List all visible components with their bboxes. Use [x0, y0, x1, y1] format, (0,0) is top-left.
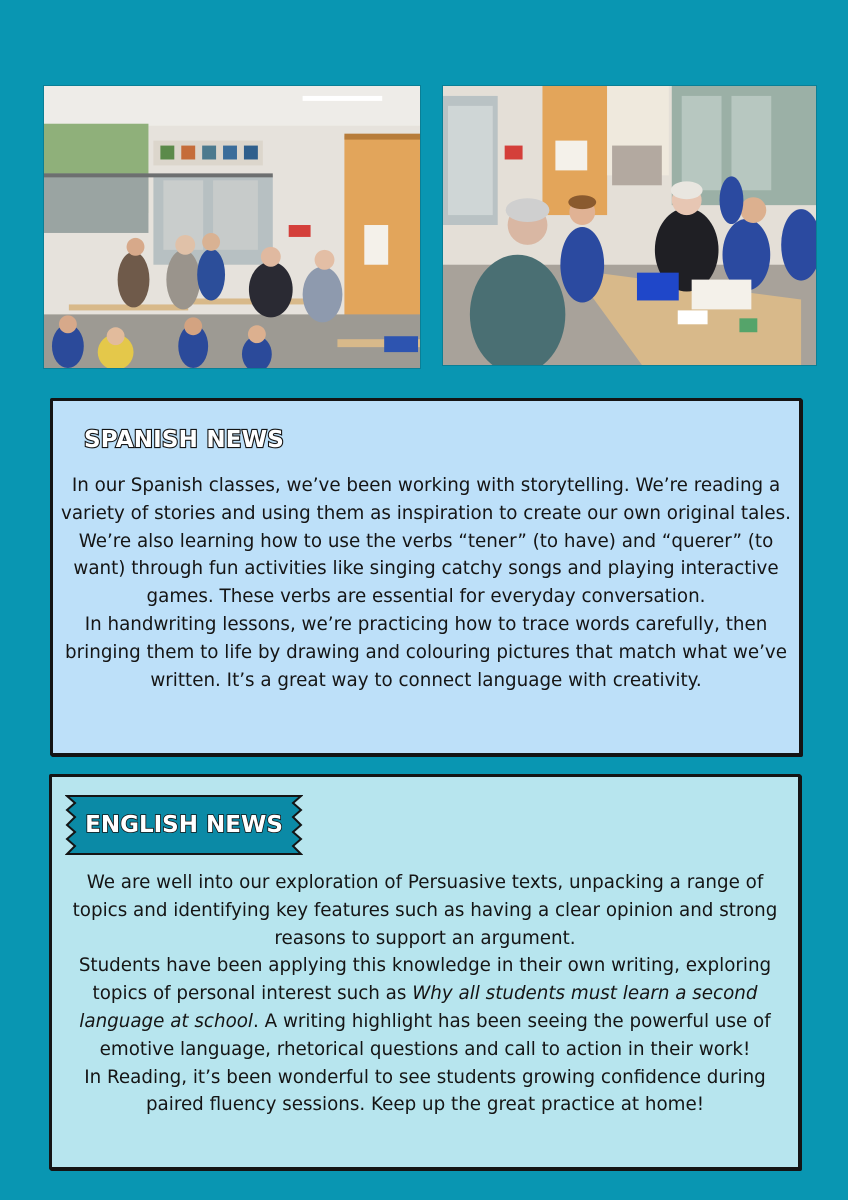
english-news-title: ENGLISH NEWS: [85, 812, 283, 838]
classroom-photo-left: [43, 85, 421, 369]
english-paragraph-3: In Reading, it’s been wonderful to see students growing confidence during paired fluency sessions. Keep up the great practice at home!: [84, 1066, 766, 1116]
english-news-badge: [65, 794, 303, 856]
english-paragraph-2: [58, 952, 792, 1063]
spanish-news-body: [59, 472, 793, 694]
spanish-news-title: SPANISH NEWS: [84, 427, 285, 453]
english-paragraph-2-topic: Why all students must learn a second language at school: [79, 983, 758, 1032]
english-news-body: [58, 869, 792, 1119]
classroom-photo-right-image: [443, 86, 816, 365]
english-paragraph-1: We are well into our exploration of Persuasive texts, unpacking a range of topics and identifying key features such as having a clear opinion and strong reasons to support an argument.: [72, 872, 778, 949]
spanish-paragraph-2: We’re also learning how to use the verbs “tener” (to have) and “querer” (to want) through fun activities like singing catchy songs and playing interactive games. These verbs are essential for everyday conversation.: [73, 530, 779, 608]
english-paragraph-2-start: Students have been applying this knowledge in their own writing, exploring topics of personal interest such as: [78, 955, 772, 1005]
classroom-photo-right: [442, 85, 817, 366]
classroom-photo-left-image: [44, 86, 420, 368]
spanish-paragraph-1: In our Spanish classes, we’ve been working with storytelling. We’re reading a variety of stories and using them as inspiration to create our own original tales.: [61, 475, 791, 524]
english-paragraph-2-end: . A writing highlight has been seeing the powerful use of emotive language, rhetorical questions and call to action in their work!: [99, 1010, 771, 1060]
english-news-card: [49, 774, 801, 1170]
spanish-news-card: [50, 398, 802, 756]
spanish-paragraph-3: In handwriting lessons, we’re practicing how to trace words carefully, then bringing them to life by drawing and colouring pictures that match what we’ve written. It’s a great way to connect language with creativity.: [65, 613, 787, 691]
